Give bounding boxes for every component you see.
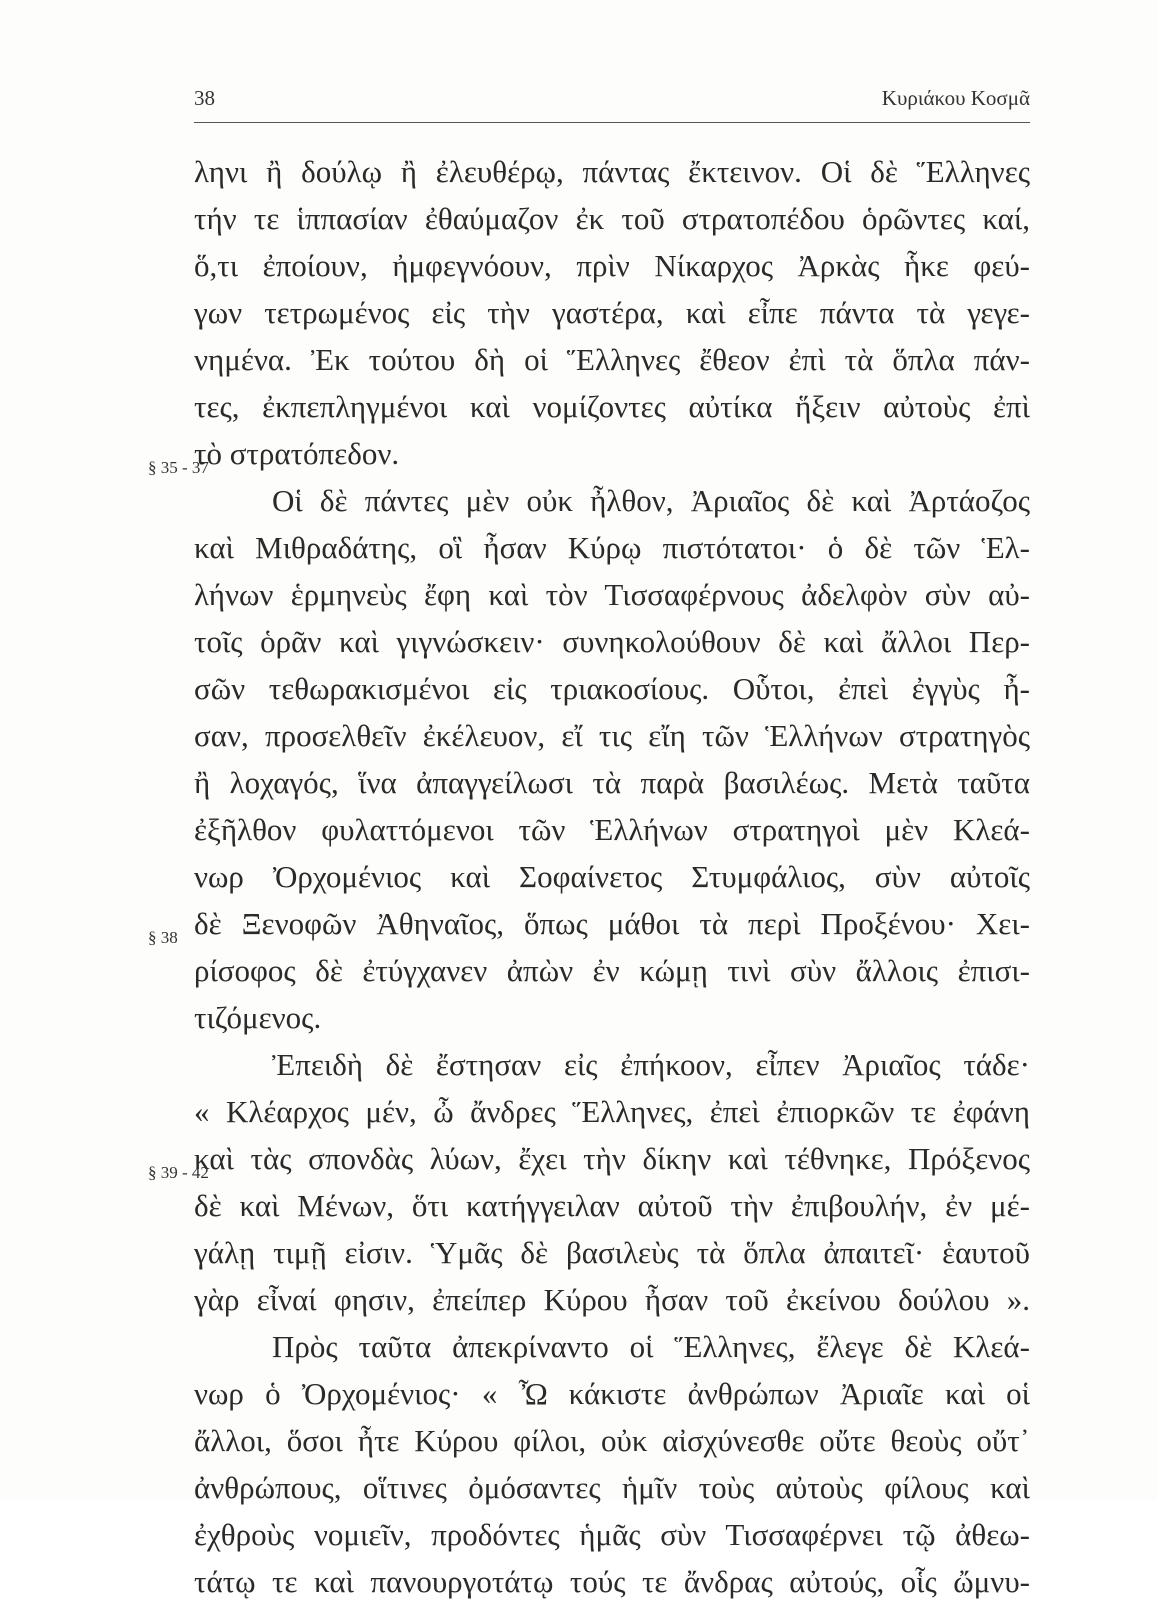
text-line: νωρ Ὀρχομένιος καὶ Σοφαίνετος Στυμφάλιος, σὺν αὐτοῖς: [194, 859, 1030, 894]
text-line: ἐξῆλθον φυλαττόμενοι τῶν Ἑλλήνων στρατηγοὶ μὲν Κλεά-: [194, 812, 1030, 847]
running-head: Κυριάκου Κοσμᾶ: [881, 86, 1030, 110]
text-line: καὶ Μιθραδάτης, οἳ ἦσαν Κύρῳ πιστότατοι· ὁ δὲ τῶν Ἑλ-: [194, 530, 1030, 565]
text-line: σαν, προσελθεῖν ἐκέλευον, εἴ τις εἴη τῶν Ἑλλήνων στρατηγὸς: [194, 718, 1030, 753]
text-line: ἀνθρώπους, οἵτινες ὀμόσαντες ἡμῖν τοὺς αὐτοὺς φίλους καὶ: [194, 1470, 1030, 1505]
text-line: λήνων ἑρμηνεὺς ἔφη καὶ τὸν Τισσαφέρνους ἀδελφὸν σὺν αὐ-: [194, 577, 1030, 612]
text-line: δὲ Ξενοφῶν Ἀθηναῖος, ὅπως μάθοι τὰ περὶ Προξένου· Χει-: [194, 906, 1030, 941]
text-line: τάτῳ τε καὶ πανουργοτάτῳ τούς τε ἄνδρας αὐτούς, οἷς ὤμνυ-: [194, 1564, 1030, 1599]
text-line: τήν τε ἱππασίαν ἐθαύμαζον ἐκ τοῦ στρατοπέδου ὁρῶντες καί,: [194, 201, 1030, 236]
page-header: [194, 86, 1030, 123]
margin-note: § 35 - 37: [148, 458, 209, 477]
text-line: ἄλλοι, ὅσοι ἦτε Κύρου φίλοι, οὐκ αἰσχύνεσθε οὔτε θεοὺς οὔτ᾽: [194, 1423, 1030, 1458]
text-line: νημένα. Ἐκ τούτου δὴ οἱ Ἕλληνες ἔθεον ἐπὶ τὰ ὅπλα πάν-: [194, 342, 1030, 377]
text-line: ὅ,τι ἐποίουν, ἠμφεγνόουν, πρὶν Νίκαρχος Ἀρκὰς ἧκε φεύ-: [194, 248, 1030, 283]
text-line: γων τετρωμένος εἰς τὴν γαστέρα, καὶ εἶπε πάντα τὰ γεγε-: [194, 295, 1030, 330]
text-line: γάλῃ τιμῇ εἰσιν. Ὑμᾶς δὲ βασιλεὺς τὰ ὅπλα ἀπαιτεῖ· ἑαυτοῦ: [194, 1235, 1030, 1270]
text-line: Πρὸς ταῦτα ἀπεκρίναντο οἱ Ἕλληνες, ἔλεγε δὲ Κλεά-: [272, 1329, 1030, 1364]
text-line: ἐχθροὺς νομιεῖν, προδόντες ἡμᾶς σὺν Τισσαφέρνει τῷ ἀθεω-: [194, 1517, 1030, 1552]
text-line: τιζόμενος.: [194, 1000, 322, 1035]
text-line: νωρ ὁ Ὀρχομένιος· « Ὦ κάκιστε ἀνθρώπων Ἀριαῖε καὶ οἱ: [194, 1376, 1030, 1411]
text-line: τὸ στρατόπεδον.: [194, 436, 400, 471]
text-line: καὶ τὰς σπονδὰς λύων, ἔχει τὴν δίκην καὶ τέθνηκε, Πρόξενος: [194, 1141, 1030, 1176]
text-line: ρίσοφος δὲ ἐτύγχανεν ἀπὼν ἐν κώμῃ τινὶ σὺν ἄλλοις ἐπισι-: [194, 953, 1030, 988]
text-line: Οἱ δὲ πάντες μὲν οὐκ ἦλθον, Ἀριαῖος δὲ καὶ Ἀρτάοζος: [272, 483, 1030, 518]
text-line: ἢ λοχαγός, ἵνα ἀπαγγείλωσι τὰ παρὰ βασιλέως. Μετὰ ταῦτα: [194, 765, 1030, 800]
text-line: « Κλέαρχος μέν, ὦ ἄνδρες Ἕλληνες, ἐπεὶ ἐπιορκῶν τε ἐφάνη: [194, 1094, 1030, 1129]
text-line: γὰρ εἶναί φησιν, ἐπείπερ Κύρου ἦσαν τοῦ ἐκείνου δούλου ».: [194, 1282, 1030, 1317]
text-line: ληνι ἢ δούλῳ ἢ ἐλευθέρῳ, πάντας ἔκτεινον. Οἱ δὲ Ἕλληνες: [194, 154, 1030, 189]
text-line: τοῖς ὁρᾶν καὶ γιγνώσκειν· συνηκολούθουν δὲ καὶ ἄλλοι Περ-: [194, 624, 1030, 659]
page-number: 38: [194, 86, 215, 110]
margin-note: § 39 - 42: [148, 1163, 209, 1182]
text-line: τες, ἐκπεπληγμένοι καὶ νομίζοντες αὐτίκα ἥξειν αὐτοὺς ἐπὶ: [194, 389, 1030, 424]
margin-note: § 38: [148, 928, 178, 947]
text-line: σῶν τεθωρακισμένοι εἰς τριακοσίους. Οὗτοι, ἐπεὶ ἐγγὺς ἦ-: [194, 671, 1030, 706]
text-line: δὲ καὶ Μένων, ὅτι κατήγγειλαν αὐτοῦ τὴν ἐπιβουλήν, ἐν μέ-: [194, 1188, 1030, 1223]
text-line: Ἐπειδὴ δὲ ἔστησαν εἰς ἐπήκοον, εἶπεν Ἀριαῖος τάδε·: [272, 1047, 1030, 1082]
